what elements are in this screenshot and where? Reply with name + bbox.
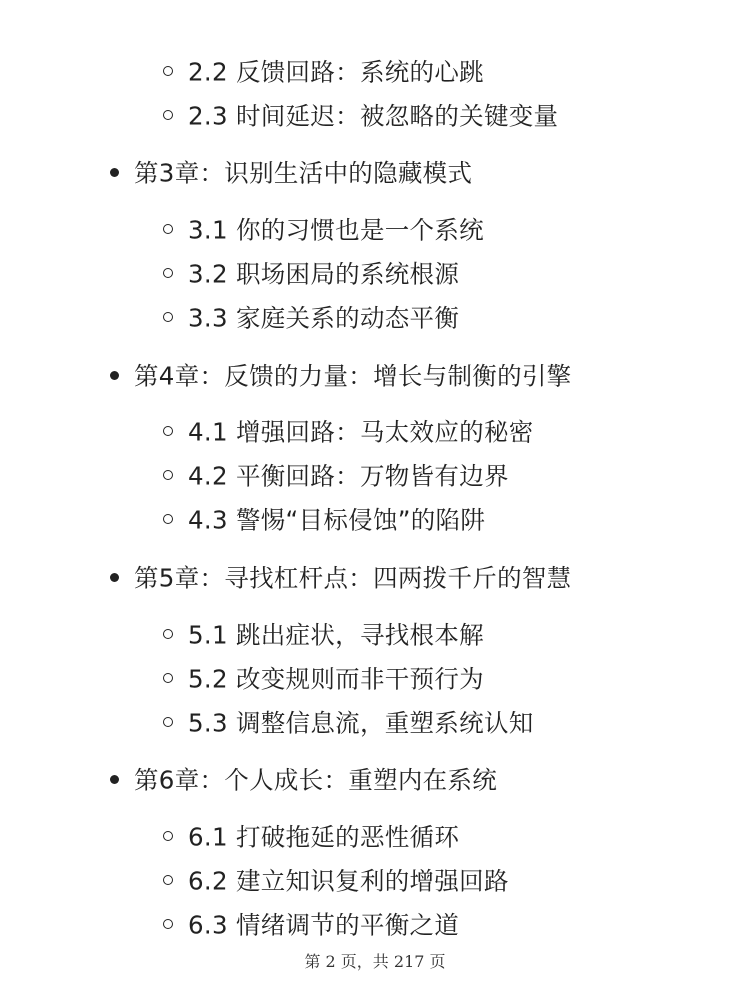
- chapter-title: 第3章：识别生活中的隐藏模式: [134, 158, 473, 188]
- circle-bullet-icon: [163, 470, 173, 480]
- circle-bullet-icon: [163, 514, 173, 524]
- disc-bullet-icon: [110, 775, 119, 784]
- circle-bullet-icon: [163, 312, 173, 322]
- chapter-title: 第6章：个人成长：重塑内在系统: [134, 765, 498, 795]
- circle-bullet-icon: [163, 110, 173, 120]
- section-title: 4.1 增强回路：马太效应的秘密: [188, 417, 534, 447]
- disc-bullet-icon: [110, 168, 119, 177]
- section-title: 3.3 家庭关系的动态平衡: [188, 303, 460, 333]
- page-number: 第 2 页，共 217 页: [304, 952, 446, 971]
- section-title: 4.3 警惕“目标侵蚀”的陷阱: [188, 505, 486, 535]
- section-title: 6.1 打破拖延的恶性循环: [188, 822, 460, 852]
- circle-bullet-icon: [163, 66, 173, 76]
- section-title: 3.2 职场困局的系统根源: [188, 259, 460, 289]
- section-title: 2.2 反馈回路：系统的心跳: [188, 57, 484, 87]
- circle-bullet-icon: [163, 673, 173, 683]
- circle-bullet-icon: [163, 629, 173, 639]
- section-title: 2.3 时间延迟：被忽略的关键变量: [188, 101, 559, 131]
- section-title: 4.2 平衡回路：万物皆有边界: [188, 461, 509, 491]
- circle-bullet-icon: [163, 919, 173, 929]
- circle-bullet-icon: [163, 224, 173, 234]
- section-title: 6.2 建立知识复利的增强回路: [188, 866, 509, 896]
- circle-bullet-icon: [163, 426, 173, 436]
- section-title: 5.1 跳出症状，寻找根本解: [188, 620, 484, 650]
- chapter-title: 第5章：寻找杠杆点：四两拨千斤的智慧: [134, 563, 572, 593]
- circle-bullet-icon: [163, 717, 173, 727]
- circle-bullet-icon: [163, 875, 173, 885]
- disc-bullet-icon: [110, 371, 119, 380]
- section-title: 5.3 调整信息流，重塑系统认知: [188, 708, 534, 738]
- section-title: 6.3 情绪调节的平衡之道: [188, 910, 460, 940]
- circle-bullet-icon: [163, 268, 173, 278]
- circle-bullet-icon: [163, 831, 173, 841]
- disc-bullet-icon: [110, 573, 119, 582]
- section-title: 3.1 你的习惯也是一个系统: [188, 215, 484, 245]
- section-title: 5.2 改变规则而非干预行为: [188, 664, 484, 694]
- chapter-title: 第4章：反馈的力量：增长与制衡的引擎: [134, 361, 572, 391]
